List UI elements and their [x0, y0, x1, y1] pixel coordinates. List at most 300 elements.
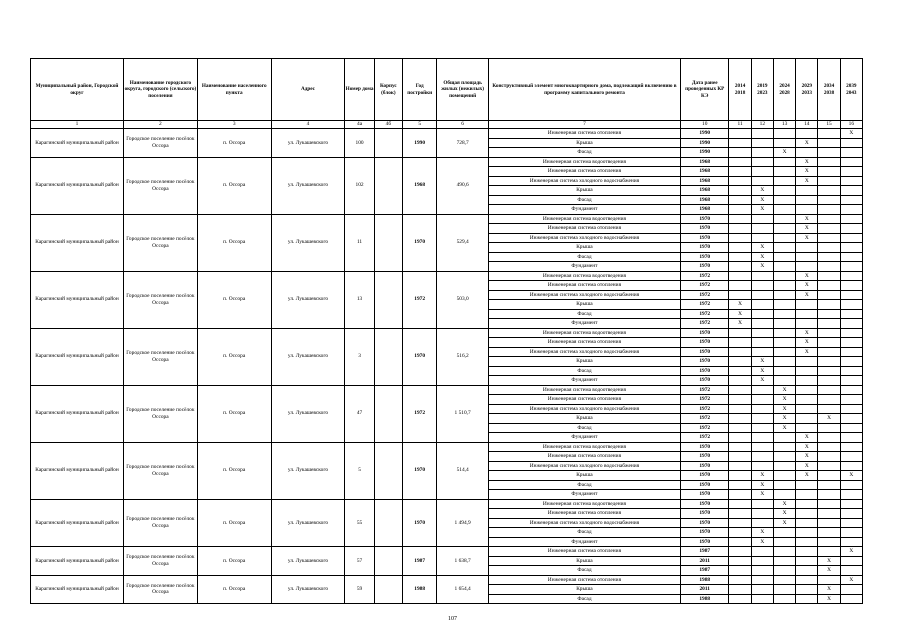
period-mark-cell [796, 395, 818, 405]
period-mark-cell [840, 224, 862, 234]
period-mark-cell: X [796, 433, 818, 443]
repair-date-cell: 1968 [680, 186, 729, 196]
repair-date-cell: 1970 [680, 347, 729, 357]
element-name-cell: Инженерная система холодного водоснабжения [488, 176, 680, 186]
period-mark-cell [751, 404, 773, 414]
period-mark-cell [818, 148, 840, 158]
period-mark-cell [796, 509, 818, 519]
period-mark-cell: X [796, 214, 818, 224]
period-mark-cell [729, 224, 751, 234]
period-mark-cell [773, 490, 795, 500]
area-cell: 1 654,4 [437, 575, 489, 604]
period-mark-cell: X [796, 338, 818, 348]
period-mark-cell [751, 556, 773, 566]
house-number-cell: 13 [345, 271, 374, 328]
period-mark-cell [840, 300, 862, 310]
period-mark-cell [796, 585, 818, 595]
column-header: Номер дома [345, 59, 374, 121]
repair-date-cell: 1972 [680, 271, 729, 281]
element-name-cell: Инженерная система холодного водоснабжения [488, 518, 680, 528]
period-mark-cell [729, 347, 751, 357]
element-name-cell: Фундамент [488, 262, 680, 272]
period-mark-cell [729, 252, 751, 262]
repair-date-cell: 1990 [680, 148, 729, 158]
element-name-cell: Фундамент [488, 376, 680, 386]
year-cell: 1972 [403, 385, 437, 442]
period-mark-cell [818, 309, 840, 319]
period-mark-cell [818, 404, 840, 414]
period-mark-cell [840, 518, 862, 528]
period-mark-cell [840, 357, 862, 367]
korpus-cell [374, 385, 402, 442]
repair-date-cell: 1970 [680, 338, 729, 348]
column-number: 4 [271, 121, 345, 129]
element-name-cell: Фасад [488, 252, 680, 262]
period-mark-cell [840, 461, 862, 471]
period-mark-cell: X [751, 490, 773, 500]
period-mark-cell: X [773, 509, 795, 519]
period-mark-cell [840, 566, 862, 576]
settlement-cell: Городское поселение посёлок Оссора [124, 129, 198, 158]
repair-date-cell: 1968 [680, 157, 729, 167]
period-mark-cell [729, 366, 751, 376]
period-mark-cell [818, 471, 840, 481]
period-mark-cell [751, 509, 773, 519]
period-mark-cell [751, 129, 773, 139]
period-mark-cell [796, 547, 818, 557]
period-mark-cell [751, 423, 773, 433]
element-name-cell: Инженерная система отопления [488, 395, 680, 405]
document-page [30, 58, 863, 604]
district-cell: Карагинский муниципальный район [31, 328, 124, 385]
table-row [31, 271, 863, 281]
repair-date-cell: 1970 [680, 509, 729, 519]
repair-date-cell: 1970 [680, 499, 729, 509]
period-mark-cell [818, 395, 840, 405]
element-name-cell: Крыша [488, 585, 680, 595]
period-mark-cell [840, 433, 862, 443]
period-mark-cell [773, 376, 795, 386]
period-mark-cell [840, 319, 862, 329]
korpus-cell [374, 547, 402, 576]
period-mark-cell [840, 167, 862, 177]
locality-cell: п. Оссора [197, 385, 271, 442]
period-mark-cell: X [729, 300, 751, 310]
period-mark-cell: X [751, 186, 773, 196]
period-mark-cell [796, 528, 818, 538]
column-header: 2029 2033 [796, 59, 818, 121]
page-number: 107 [448, 616, 457, 622]
district-cell: Карагинский муниципальный район [31, 575, 124, 604]
district-cell: Карагинский муниципальный район [31, 385, 124, 442]
period-mark-cell [818, 376, 840, 386]
street-cell: ул. Лукашевского [271, 442, 345, 499]
area-cell: 529,4 [437, 214, 489, 271]
period-mark-cell [796, 480, 818, 490]
settlement-cell: Городское поселение посёлок Оссора [124, 328, 198, 385]
repair-date-cell: 1972 [680, 290, 729, 300]
element-name-cell: Крыша [488, 243, 680, 253]
period-mark-cell: X [751, 243, 773, 253]
period-mark-cell [773, 347, 795, 357]
korpus-cell [374, 129, 402, 158]
area-cell: 503,0 [437, 271, 489, 328]
repair-date-cell: 2011 [680, 585, 729, 595]
period-mark-cell [840, 214, 862, 224]
street-cell: ул. Лукашевского [271, 129, 345, 158]
element-name-cell: Инженерная система водоотведения [488, 328, 680, 338]
period-mark-cell [818, 547, 840, 557]
period-mark-cell [729, 395, 751, 405]
element-name-cell: Инженерная система холодного водоснабжения [488, 461, 680, 471]
repair-date-cell: 1968 [680, 195, 729, 205]
period-mark-cell [818, 433, 840, 443]
period-mark-cell [729, 243, 751, 253]
period-mark-cell [818, 509, 840, 519]
period-mark-cell [751, 167, 773, 177]
period-mark-cell: X [796, 290, 818, 300]
period-mark-cell [796, 309, 818, 319]
period-mark-cell: X [818, 566, 840, 576]
period-mark-cell [773, 309, 795, 319]
period-mark-cell [751, 442, 773, 452]
period-mark-cell [729, 575, 751, 585]
period-mark-cell [729, 566, 751, 576]
period-mark-cell [729, 594, 751, 604]
element-name-cell: Инженерная система водоотведения [488, 271, 680, 281]
period-mark-cell [796, 404, 818, 414]
period-mark-cell: X [818, 594, 840, 604]
element-name-cell: Крыша [488, 471, 680, 481]
repair-date-cell: 1987 [680, 566, 729, 576]
period-mark-cell: X [796, 471, 818, 481]
period-mark-cell [796, 556, 818, 566]
settlement-cell: Городское поселение посёлок Оссора [124, 385, 198, 442]
period-mark-cell [751, 347, 773, 357]
table-row [31, 442, 863, 452]
period-mark-cell: X [796, 271, 818, 281]
column-header: Корпус (блок) [374, 59, 402, 121]
period-mark-cell [751, 433, 773, 443]
period-mark-cell [729, 471, 751, 481]
element-name-cell: Инженерная система отопления [488, 167, 680, 177]
period-mark-cell [729, 442, 751, 452]
column-number: 12 [751, 121, 773, 129]
period-mark-cell [729, 509, 751, 519]
period-mark-cell [729, 585, 751, 595]
period-mark-cell [818, 499, 840, 509]
period-mark-cell [818, 461, 840, 471]
period-mark-cell: X [751, 252, 773, 262]
period-mark-cell [773, 575, 795, 585]
period-mark-cell [773, 195, 795, 205]
period-mark-cell [818, 480, 840, 490]
street-cell: ул. Лукашевского [271, 214, 345, 271]
column-number: 15 [818, 121, 840, 129]
period-mark-cell [796, 195, 818, 205]
period-mark-cell [840, 499, 862, 509]
period-mark-cell [751, 319, 773, 329]
period-mark-cell: X [751, 376, 773, 386]
period-mark-cell [818, 528, 840, 538]
element-name-cell: Инженерная система отопления [488, 452, 680, 462]
repair-date-cell: 1990 [680, 138, 729, 148]
period-mark-cell [840, 442, 862, 452]
period-mark-cell [840, 490, 862, 500]
column-number: 5 [403, 121, 437, 129]
column-header: Конструктивный элемент многоквартирного дома, подлежащий включению в программу капитального ремонта [488, 59, 680, 121]
period-mark-cell [840, 281, 862, 291]
column-number: 10 [680, 121, 729, 129]
period-mark-cell [796, 148, 818, 158]
element-name-cell: Инженерная система водоотведения [488, 499, 680, 509]
house-number-cell: 3 [345, 328, 374, 385]
period-mark-cell [773, 167, 795, 177]
period-mark-cell [729, 461, 751, 471]
street-cell: ул. Лукашевского [271, 385, 345, 442]
period-mark-cell [773, 214, 795, 224]
period-mark-cell [751, 518, 773, 528]
period-mark-cell [729, 518, 751, 528]
repair-date-cell: 1970 [680, 224, 729, 234]
area-cell: 1 510,7 [437, 385, 489, 442]
period-mark-cell: X [751, 205, 773, 215]
period-mark-cell [818, 385, 840, 395]
period-mark-cell [729, 148, 751, 158]
period-mark-cell [729, 271, 751, 281]
period-mark-cell [818, 167, 840, 177]
period-mark-cell: X [729, 309, 751, 319]
period-mark-cell [729, 452, 751, 462]
capital-repair-table [30, 58, 863, 604]
period-mark-cell: X [796, 157, 818, 167]
column-header: Дата ранее проведенных КР КЭ [680, 59, 729, 121]
period-mark-cell: X [796, 328, 818, 338]
period-mark-cell [840, 186, 862, 196]
column-number: 2 [124, 121, 198, 129]
year-cell: 1970 [403, 214, 437, 271]
period-mark-cell [729, 537, 751, 547]
repair-date-cell: 1968 [680, 205, 729, 215]
period-mark-cell [773, 300, 795, 310]
district-cell: Карагинский муниципальный район [31, 442, 124, 499]
period-mark-cell [818, 338, 840, 348]
repair-date-cell: 1972 [680, 404, 729, 414]
period-mark-cell [796, 357, 818, 367]
period-mark-cell [729, 480, 751, 490]
column-number: 3 [197, 121, 271, 129]
locality-cell: п. Оссора [197, 271, 271, 328]
element-name-cell: Инженерная система холодного водоснабжения [488, 290, 680, 300]
period-mark-cell [729, 556, 751, 566]
repair-date-cell: 1970 [680, 518, 729, 528]
house-number-cell: 100 [345, 129, 374, 158]
period-mark-cell [729, 423, 751, 433]
repair-date-cell: 1970 [680, 328, 729, 338]
column-number: 14 [796, 121, 818, 129]
area-cell: 514,4 [437, 442, 489, 499]
repair-date-cell: 1970 [680, 262, 729, 272]
period-mark-cell: X [773, 395, 795, 405]
period-mark-cell [818, 537, 840, 547]
period-mark-cell [840, 233, 862, 243]
area-cell: 490,6 [437, 157, 489, 214]
period-mark-cell: X [751, 471, 773, 481]
period-mark-cell [796, 566, 818, 576]
repair-date-cell: 1970 [680, 490, 729, 500]
year-cell: 1970 [403, 442, 437, 499]
period-mark-cell: X [818, 556, 840, 566]
period-mark-cell [796, 537, 818, 547]
element-name-cell: Инженерная система холодного водоснабжения [488, 233, 680, 243]
period-mark-cell: X [840, 471, 862, 481]
period-mark-cell [818, 490, 840, 500]
period-mark-cell [796, 499, 818, 509]
period-mark-cell [796, 366, 818, 376]
period-mark-cell [773, 566, 795, 576]
period-mark-cell [751, 452, 773, 462]
period-mark-cell [796, 300, 818, 310]
element-name-cell: Инженерная система отопления [488, 338, 680, 348]
period-mark-cell [796, 129, 818, 139]
period-mark-cell [796, 186, 818, 196]
repair-date-cell: 1970 [680, 357, 729, 367]
element-name-cell: Фасад [488, 148, 680, 158]
period-mark-cell [729, 328, 751, 338]
element-name-cell: Крыша [488, 357, 680, 367]
repair-date-cell: 1968 [680, 176, 729, 186]
period-mark-cell [818, 347, 840, 357]
period-mark-cell [840, 148, 862, 158]
column-number: 16 [840, 121, 862, 129]
table-header [31, 59, 863, 129]
area-cell: 516,2 [437, 328, 489, 385]
locality-cell: п. Оссора [197, 442, 271, 499]
period-mark-cell [818, 138, 840, 148]
period-mark-cell [840, 309, 862, 319]
period-mark-cell: X [818, 414, 840, 424]
period-mark-cell [773, 452, 795, 462]
period-mark-cell: X [751, 537, 773, 547]
repair-date-cell: 1972 [680, 309, 729, 319]
period-mark-cell: X [796, 224, 818, 234]
period-mark-cell [818, 319, 840, 329]
period-mark-cell [818, 290, 840, 300]
period-mark-cell [751, 328, 773, 338]
period-mark-cell [773, 556, 795, 566]
column-number: 4б [374, 121, 402, 129]
element-name-cell: Инженерная система холодного водоснабжения [488, 404, 680, 414]
period-mark-cell [796, 262, 818, 272]
korpus-cell [374, 271, 402, 328]
repair-date-cell: 1970 [680, 214, 729, 224]
house-number-cell: 55 [345, 499, 374, 547]
period-mark-cell [796, 423, 818, 433]
period-mark-cell [840, 537, 862, 547]
locality-cell: п. Оссора [197, 129, 271, 158]
period-mark-cell [773, 319, 795, 329]
column-header: 2014 2018 [729, 59, 751, 121]
street-cell: ул. Лукашевского [271, 547, 345, 576]
period-mark-cell [751, 157, 773, 167]
period-mark-cell [818, 442, 840, 452]
period-mark-cell [751, 585, 773, 595]
period-mark-cell [751, 224, 773, 234]
period-mark-cell [818, 366, 840, 376]
period-mark-cell [840, 556, 862, 566]
element-name-cell: Фасад [488, 195, 680, 205]
period-mark-cell [773, 186, 795, 196]
period-mark-cell [751, 271, 773, 281]
period-mark-cell [840, 205, 862, 215]
period-mark-cell [818, 224, 840, 234]
table-row [31, 214, 863, 224]
element-name-cell: Инженерная система отопления [488, 575, 680, 585]
year-cell: 1990 [403, 129, 437, 158]
column-number: 7 [488, 121, 680, 129]
repair-date-cell: 1972 [680, 423, 729, 433]
period-mark-cell [818, 157, 840, 167]
column-header: 2019 2023 [751, 59, 773, 121]
period-mark-cell [751, 233, 773, 243]
period-mark-cell [729, 414, 751, 424]
period-mark-cell: X [773, 148, 795, 158]
period-mark-cell [840, 366, 862, 376]
column-number: 4а [345, 121, 374, 129]
period-mark-cell [818, 129, 840, 139]
period-mark-cell [796, 594, 818, 604]
period-mark-cell [729, 233, 751, 243]
period-mark-cell [840, 262, 862, 272]
period-mark-cell [840, 414, 862, 424]
repair-date-cell: 1970 [680, 376, 729, 386]
element-name-cell: Инженерная система водоотведения [488, 214, 680, 224]
period-mark-cell [840, 290, 862, 300]
repair-date-cell: 1972 [680, 385, 729, 395]
settlement-cell: Городское поселение посёлок Оссора [124, 575, 198, 604]
year-cell: 1972 [403, 271, 437, 328]
table-row [31, 385, 863, 395]
period-mark-cell [729, 281, 751, 291]
period-mark-cell: X [773, 385, 795, 395]
period-mark-cell [729, 376, 751, 386]
element-name-cell: Фундамент [488, 490, 680, 500]
period-mark-cell: X [840, 129, 862, 139]
street-cell: ул. Лукашевского [271, 328, 345, 385]
street-cell: ул. Лукашевского [271, 575, 345, 604]
locality-cell: п. Оссора [197, 547, 271, 576]
repair-date-cell: 1972 [680, 281, 729, 291]
element-name-cell: Фундамент [488, 433, 680, 443]
period-mark-cell [796, 575, 818, 585]
period-mark-cell [729, 195, 751, 205]
table-row [31, 575, 863, 585]
element-name-cell: Фасад [488, 528, 680, 538]
period-mark-cell [773, 176, 795, 186]
period-mark-cell [796, 490, 818, 500]
column-header: 2024 2028 [773, 59, 795, 121]
period-mark-cell: X [751, 366, 773, 376]
period-mark-cell: X [796, 452, 818, 462]
period-mark-cell [818, 452, 840, 462]
period-mark-cell [818, 271, 840, 281]
period-mark-cell [840, 585, 862, 595]
column-header: Адрес [271, 59, 345, 121]
period-mark-cell [773, 366, 795, 376]
korpus-cell [374, 575, 402, 604]
house-number-cell: 5 [345, 442, 374, 499]
repair-date-cell: 1970 [680, 537, 729, 547]
